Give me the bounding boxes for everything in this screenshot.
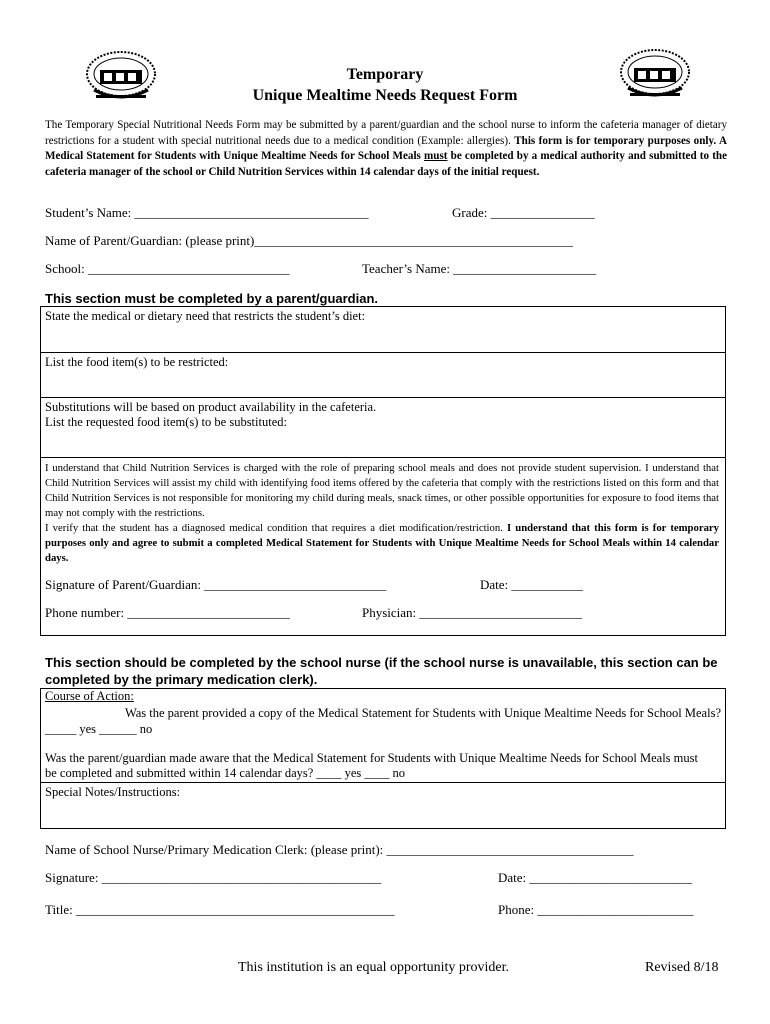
- nurse-name-field[interactable]: Name of School Nurse/Primary Medication Clerk: (please print): ______________________________________: [45, 842, 634, 857]
- parent-date-field[interactable]: Date: ___________: [480, 577, 583, 592]
- nurse-phone-field[interactable]: Phone: ________________________: [498, 902, 694, 917]
- agreement-plain: I understand that Child Nutrition Services is charged with the role of preparing school meals and does not provide student supervision. I understand that Child Nutrition Services will assist my child with identifying food items offered by the cafeteria that comply with the restrictions listed on this form and that Child Nutrition Services is not responsible for monitoring my child during meals, snack times, or other possible opportunities for exposure to food items that may not comply with the restrictions.: [45, 462, 719, 519]
- parent-name-field[interactable]: Name of Parent/Guardian: (please print)_________________________________________________: [45, 233, 573, 248]
- nurse-title-field[interactable]: Title: _________________________________________________: [45, 902, 395, 917]
- phone-number-field[interactable]: Phone number: _________________________: [45, 605, 290, 620]
- food-restricted-label: List the food item(s) to be restricted:: [45, 355, 229, 369]
- substitution-cell[interactable]: [41, 397, 725, 458]
- special-notes-cell[interactable]: [41, 782, 725, 828]
- parent-section-heading: This section must be completed by a parent/guardian.: [45, 291, 379, 306]
- intro-bold-2: be completed by a medical authority and submitted to the cafeteria manager of the school or Child Nutrition Services within 14 calendar days of the initial request.: [45, 150, 728, 178]
- substitution-line2: List the requested food item(s) to be substituted:: [45, 415, 287, 429]
- parent-signature-field[interactable]: Signature of Parent/Guardian: ____________________________: [45, 577, 387, 592]
- intro-paragraph: [45, 118, 727, 180]
- nurse-date-field[interactable]: Date: _________________________: [498, 870, 692, 885]
- agreement-bold: I understand that this form is for temporary purposes only and agree to submit a completed Medical Statement for Students with Unique Mealtime Needs for School Meals within 14 calendar days.: [45, 522, 720, 564]
- physician-field[interactable]: Physician: _________________________: [362, 605, 582, 620]
- intro-must: must: [424, 150, 448, 162]
- agreement-text: [41, 458, 725, 566]
- special-notes-label: Special Notes/Instructions:: [45, 785, 181, 799]
- school-field[interactable]: School: _______________________________: [45, 261, 290, 276]
- substitution-line1: Substitutions will be based on product availability in the cafeteria.: [45, 400, 377, 414]
- form-title-line2: Unique Mealtime Needs Request Form: [252, 87, 518, 104]
- grade-field[interactable]: Grade: ________________: [452, 205, 595, 220]
- nurse-signature-field[interactable]: Signature: ___________________________________________: [45, 870, 382, 885]
- medical-need-label: State the medical or dietary need that restricts the student’s diet:: [45, 309, 366, 323]
- question-2[interactable]: Was the parent/guardian made aware that the Medical Statement for Students with Unique Mealtime Needs for School Meals must be completed and submitted within 14 calendar days? ____ yes ____ no: [45, 751, 698, 780]
- student-name-field[interactable]: Student’s Name: ____________________________________: [45, 205, 369, 220]
- course-of-action-label: Course of Action:: [45, 689, 134, 703]
- revision-date: Revised 8/18: [645, 960, 719, 975]
- nurse-section-box: [40, 688, 726, 829]
- intro-bold-1: This form is for temporary purposes only. A Medical Statement for Students with Unique Mealtime Needs for School Meals: [45, 134, 727, 162]
- equal-opportunity-statement: This institution is an equal opportunity provider.: [238, 960, 510, 975]
- food-restricted-cell[interactable]: [41, 352, 725, 398]
- question-1-answer[interactable]: _____ yes ______ no: [45, 722, 153, 736]
- teacher-name-field[interactable]: Teacher’s Name: ______________________: [362, 261, 597, 276]
- intro-text: The Temporary Special Nutritional Needs Form may be submitted by a parent/guardian and the school nurse to inform the cafeteria manager of dietary restrictions for a student with special nutritional needs due to a medical condition (Example: allergies).: [45, 119, 727, 147]
- form-title-line1: Temporary: [346, 66, 424, 83]
- nurse-section-heading: This section should be completed by the school nurse (if the school nurse is unavailable, this section can be completed by the primary medication clerk).: [45, 655, 718, 687]
- question-1: Was the parent provided a copy of the Medical Statement for Students with Unique Mealtime Needs for School Meals?: [124, 706, 721, 720]
- agreement-plain-2: I verify that the student has a diagnosed medical condition that requires a diet modification/restriction.: [45, 522, 503, 534]
- parent-section-box: [40, 306, 726, 636]
